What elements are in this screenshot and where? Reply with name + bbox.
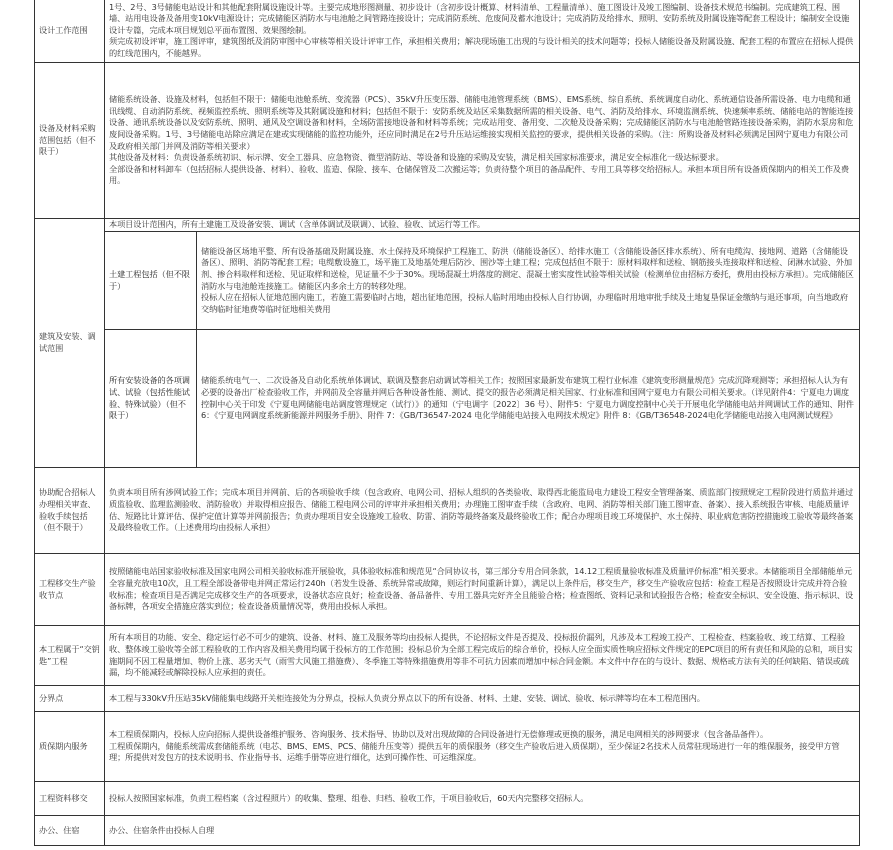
table-row-handover <box>35 554 860 626</box>
testing-label: 所有安装设备的各项调试、试验（包括性能试验、特殊试验）（但不限于） <box>105 330 197 468</box>
row-content-acceptance <box>105 468 860 554</box>
warranty-line-2: 工程质保期内，储能系统需成套储能系统（电芯、BMS、EMS、PCS、储能升压变等）提供五年的质保服务（移交生产验收后进入质保期），至少保证2名技术人员常驻现场进行一年的维保服务，接受甲方管理；所提供对发包方的技术说明书、作业指导书、运维手册等应进行细化，达到可操作性、可运维深度。 <box>109 740 840 763</box>
row-content-turnkey <box>105 626 860 686</box>
design-line-2: 须完成初设评审，施工图评审，建筑图纸及消防审图中心审核等相关设计评审工作，承担相关费用；解决现场施工出现的与设计相关的技术问题等；投标人储能设备及附属设施、配套工程的布置应在招标人提供的红线范围内，不能越界。 <box>109 36 854 58</box>
row-label-warranty: 质保期内服务 <box>35 712 105 782</box>
table-row-design <box>35 0 860 63</box>
equipment-line-2: 其他设备及材料：负责设备系统初识、标示牌、安全工器具、应急物资、微型消防站、等设备和设施的采购及安装，满足相关国家标准要求，满足安全标准化一级达标要求。 <box>109 152 724 163</box>
equipment-line-3: 全部设备和材料卸车（包括招标人提供设备、材料）、验收、监造、保险、接车、仓储保管及二次搬运等；负责待整个项目的备品配件、专用工具等移交给招标人。承担本项目所有设备质保期内的相关工作及费用。 <box>109 163 849 186</box>
row-label-turnkey: 本工程属于“交钥匙”工程 <box>35 626 105 686</box>
testing-line-1: 储能系统电气一、二次设备及自动化系统单体调试、联调及整套启动调试等相关工作；按照国家最新发布建筑工程行业标准《建筑变形测量规范》完成沉降观测等；承担招标人认为有必要的设备出厂检查验收工作，并网前及全容量并网后各种设备性能、测试、提交的报告必须满足相关国家、行业标准和国网宁夏电力有限公司相关要求。（详见附件4：宁夏电力调度控制中心关于印发《宁夏电网储能电站调度管理规定（试行）》的通知（宁电调字〔2022〕36 号）、附件5：宁夏电力调度控制中心关于开展电化学储能电站并网调试工作的通知、附件6：《宁夏电网调度系统新能源并网服务手册》、附件 7：《GB/T36547-2024 电化学储能电站接入电网技术规定》附件 8：《GB/T36548-2024电化学储能电站接入电网测试规程》 <box>201 375 854 421</box>
table-row-archive <box>35 782 860 816</box>
row-content-design <box>105 0 860 63</box>
turnkey-line-1: 所有本项目的功能、安全、稳定运行必不可少的建筑、设备、材料、施工及服务等均由投标人提供，不论招标文件是否提及、投标报价漏列，凡涉及本工程竣工投产、工程检查、档案验收、竣工结算、工程验收、整体竣工验收等全部工程验收的工作内容及相关费用均属于投标方的工作范围；投标总价为全部工程完成后的综合单价，投标人应全面实质性响应招标文件规定的EPC项目的所有责任和风险的总和，项目实施期间不因工程量增加、物价上涨、恶劣天气（雨雪大风施工措施费）、冬季施工等特殊措施费用等非不可抗力因素而增加中标合同金额。本文件中存在的与设计、数据、规格或方法有关的任何缺陷、错误或疏漏，均不能减轻或解除投标人应承担的责任。 <box>109 632 853 678</box>
row-label-archive: 工程资料移交 <box>35 782 105 816</box>
civil-works-label: 土建工程包括（但不限于） <box>105 232 197 330</box>
table-row-construction-intro <box>35 219 860 232</box>
table-row-testing <box>35 330 860 468</box>
scope-table <box>34 0 860 846</box>
row-label-equipment: 设备及材料采购范围包括（但不限于） <box>35 63 105 219</box>
table-row-turnkey <box>35 626 860 686</box>
row-content-boundary <box>105 686 860 712</box>
boundary-line-1: 本工程与330kV升压站35kV储能集电线路开关柜连接处为分界点，投标人负责分界点以下的所有设备、材料、土建、安装、调试、验收、标示牌等均在本工程范围内。 <box>109 692 705 703</box>
warranty-line-1: 本工程质保期内，投标人应向招标人提供设备维护服务、咨询服务、技术指导、协助以及对出现故障的合同设备进行无偿修理或更换的服务，满足电网相关的涉网要求（包含备品备件）。 <box>109 729 769 740</box>
design-line-1: 1号、2号、3号储能电站设计和其他配套附属设施设计等。主要完成地形图测量、初步设计（含初步设计概算、材料清单、工程量清单）、施工图设计及竣工图编制、设备技术规范书编制。完成建筑工程、围墙、站用电设备及备用变10kV电源设计；完成储能区消防水与电池舱之间管路连接设计；完成消防系统、危废间及蓄水池设计；完成消防及给排水、照明、安防系统及附属设施等配套工程设计；编制安全设施设计专篇，完成本项目规划总平面布置图、效果图绘制。 <box>109 1 850 35</box>
row-content-equipment <box>105 63 860 219</box>
handover-line-1: 按照储能电站国家验收标准及国家电网公司相关验收标准开展验收，具体验收标准和规范见“合同协议书，第三部分专用合同条款，14.12工程质量验收标准及质量评价标准”相关要求。本储能项目全部储能单元全容量充放电10次，且工程全部设备带电并网正常运行240h（若发生设备、系统异常或故障，则运行时间重新计算），满足以上条件后，移交生产，移交生产验收应包括：检查工程是否按照设计完成并符合验收标准；检查项目是否满足完成移交生产的各项要求，设备状态应良好；检查设备、备品备件、专用工器具完好齐全且能验合格；检查图纸、资料记录和试验报告合格；检查安全标识、安全设施、指示标识、设备标牌，各项安全措施应落实到位；检查设备质量情况等，费用由投标人承担。 <box>109 566 854 612</box>
row-content-office <box>105 816 860 846</box>
row-label-construction: 建筑及安装、调试范围 <box>35 219 105 468</box>
construction-intro: 本项目设计范围内，所有土建施工及设备安装、调试（含单体调试及联调）、试验、验收、试运行等工作。 <box>105 219 860 232</box>
table-row-warranty <box>35 712 860 782</box>
civil-works-content <box>197 232 860 330</box>
table-row-boundary <box>35 686 860 712</box>
row-content-handover <box>105 554 860 626</box>
acceptance-line-1: 负责本项目所有涉网试验工作；完成本项目并网前、后的各项验收手续（包含政府、电网公司、招标人组织的各类验收、取得西北能监局电力建设工程安全管理备案、质监部门按照规定工程阶段进行质监并通过质监验收、监理监测验收、消防验收）并取得相应报告、储能工程电网公司的评审并承担相关费用；办理施工图审查手续（含政府、电网、消防等相关部门施工图审查、备案）、接入系统报告审核、电能质量评估、短路比计算评估、保护定值计算等并网前报告；负责办理项目安全设施竣工验收、防雷、消防等最终备案及最终验收工作；配合办理项目竣工环境保护、水土保持、职业病危害防控措施竣工验收等最终备案及最终验收工作。（上述费用均由投标人承担） <box>109 487 854 533</box>
civil-line-1: 储能设备区场地平整、所有设备基础及附属设施、水土保持及环境保护工程施工、防洪（储能设备区）、给排水施工（含储能设备区排水系统）、所有电缆沟、接地网、道路（含储能设备区）、照明、消防等配套工程；电缆敷设施工，场平施工及地基处理后防沙、围沙等土建工程；完成包括但不限于：原材料取样和送检、钢筋接头连接取样和送检、闭淋水试验、外加剂、掺合料取样和送检、见证取样和送检，见证量不少于30%。现场混凝土坍落度的测定、混凝土密实度性试验等相关试验（检测单位由招标方委托，费用由投标方承担）。完成储能区消防水与电池舱连接施工。储能区内多余土方的转移处理。 <box>201 245 854 291</box>
row-label-boundary: 分界点 <box>35 686 105 712</box>
row-content-warranty <box>105 712 860 782</box>
table-row-acceptance <box>35 468 860 554</box>
table-row-equipment <box>35 63 860 219</box>
row-label-handover: 工程移交生产验收节点 <box>35 554 105 626</box>
table-row-civil <box>35 232 860 330</box>
row-content-archive <box>105 782 860 816</box>
row-label-office: 办公、住宿 <box>35 816 105 846</box>
row-label-acceptance: 协助配合招标人办理相关审查、验收手续包括（但不限于） <box>35 468 105 554</box>
archive-line-1: 投标人按照国家标准，负责工程档案（含过程照片）的收集、整理、组卷、归档、验收工作，于项目验收后，60天内完整移交招标人。 <box>109 792 589 803</box>
equipment-line-1: 储能系统设备、设施及材料，包括但不限于：储能电池舱系统、变流器（PCS）、35kV升压变压器、储能电池管理系统（BMS）、EMS系统、综自系统、系统调度自动化、系统通信设备所需设备、电力电缆和通讯线缆、自动消防系统、视频监控系统、照明系统等及其附属设施和材料；包括但不限于：安防系统及站区采集数据所需的相关设备、电气、消防及给排水、环境监测系统、快速频率系统、储能电站的智能连接设备、通讯系统设备以及安防系统、照明、通风及空调设备和材料，全场防雷接地设备和材料等系统；完成站用变、备用变、二次舱及设备采购；完成储能区消防水与电池舱管路连接设备采购，消防水泵房和危废间设备采购。1号、3号储能电站除应满足在建或实现储能的监控功能外，还应同时满足在2号升压站运维接实现相关监控的要求，提供相关设备的采购。（注：所购设备及材料必须满足国网宁夏电力有限公司及政府相关部门并网及消防等相关要求） <box>109 94 854 151</box>
table-row-office <box>35 816 860 846</box>
office-line-1: 办公、住宿条件由投标人自理 <box>109 824 215 835</box>
civil-line-2: 投标人应在招标人征地范围内施工，若施工需要临时占地，超出征地范围，投标人临时用地由投标人自行协调，办理临时用地审批手续及土地复垦保证金缴纳与退还事项，向当地政府交纳临时征地费等临时征地相关费用 <box>201 292 849 314</box>
row-label-design: 设计工作范围 <box>35 0 105 63</box>
testing-content <box>197 330 860 468</box>
